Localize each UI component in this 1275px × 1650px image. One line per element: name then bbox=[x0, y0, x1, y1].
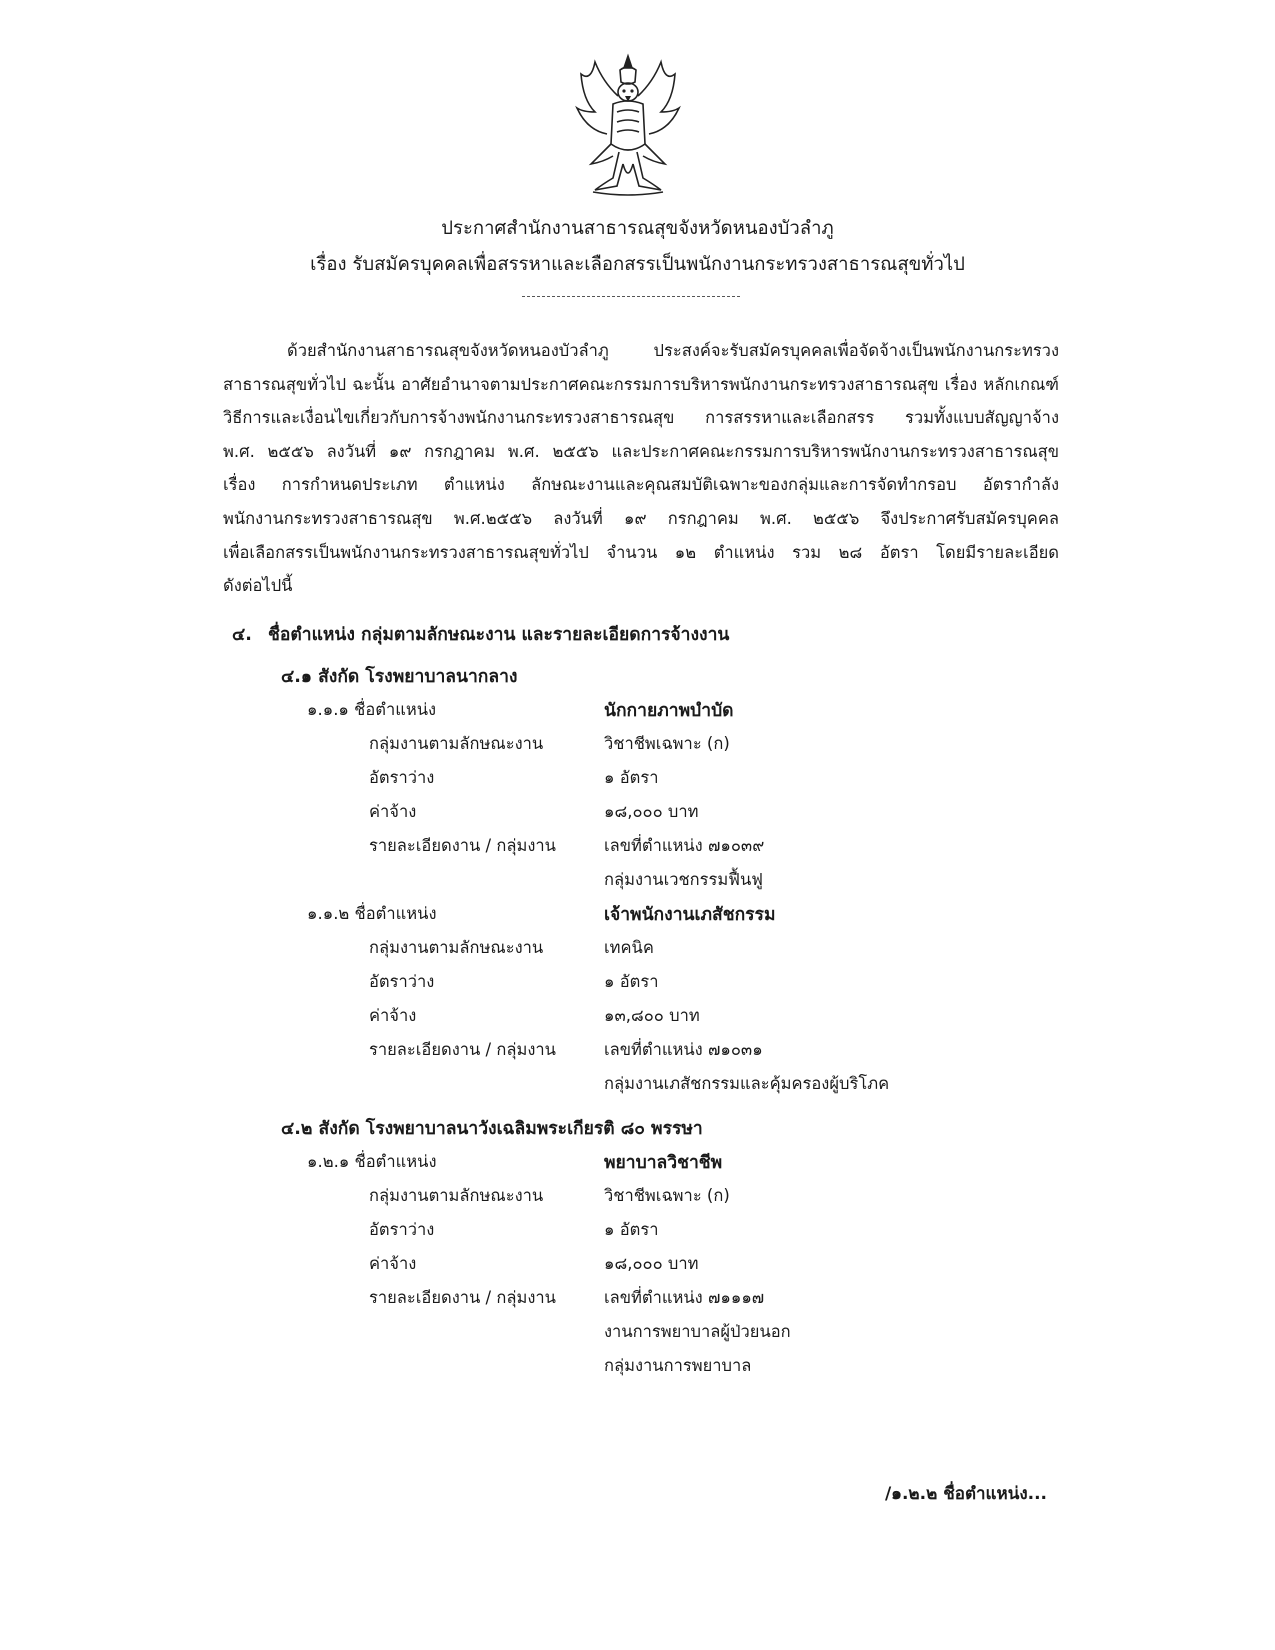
row-value: ๑ อัตรา bbox=[604, 768, 659, 787]
section-title: ชื่อตำแหน่ง กลุ่มตามลักษณะงาน และรายละเอียดการจ้างงาน bbox=[268, 625, 730, 645]
section-number: ๔. bbox=[232, 625, 252, 645]
announcement-subject: เรื่อง รับสมัครบุคคลเพื่อสรรหาและเลือกสรรเป็นพนักงานกระทรวงสาธารณสุขทั่วไป bbox=[310, 254, 965, 275]
intro-paragraph bbox=[223, 334, 1059, 603]
position-number: ๑.๒.๑ ชื่อตำแหน่ง bbox=[307, 1152, 437, 1171]
unit-heading: ๔.๒ สังกัด โรงพยาบาลนาวังเฉลิมพระเกียรติ ๘๐ พรรษา bbox=[281, 1119, 703, 1139]
intro-line: เพื่อเลือกสรรเป็นพนักงานกระทรวงสาธารณสุขทั่วไป จำนวน ๑๒ ตำแหน่ง รวม ๒๘ อัตรา โดยมีรายละเอียด bbox=[223, 542, 1059, 562]
row-extra: กลุ่มงานเวชกรรมฟื้นฟู bbox=[604, 870, 763, 889]
row-label: ค่าจ้าง bbox=[369, 1254, 417, 1273]
title-divider bbox=[522, 296, 740, 297]
row-value: เลขที่ตำแหน่ง ๗๑๐๓๑ bbox=[604, 1040, 763, 1059]
unit-heading: ๔.๑ สังกัด โรงพยาบาลนากลาง bbox=[281, 667, 518, 687]
continuation-note: /๑.๒.๒ ชื่อตำแหน่ง... bbox=[884, 1484, 1047, 1504]
row-label: อัตราว่าง bbox=[369, 972, 435, 991]
section-heading bbox=[232, 620, 729, 648]
intro-line: สาธารณสุขทั่วไป ฉะนั้น อาศัยอำนาจตามประกาศคณะกรรมการบริหารพนักงานกระทรวงสาธารณสุข เรื่อง หลักเกณฑ์ bbox=[223, 374, 1059, 394]
position-title: นักกายภาพบำบัด bbox=[604, 701, 734, 721]
row-value: เลขที่ตำแหน่ง ๗๑๑๑๗ bbox=[604, 1288, 765, 1307]
row-value: วิชาชีพเฉพาะ (ก) bbox=[604, 734, 730, 753]
row-value: ๑๘,๐๐๐ บาท bbox=[604, 802, 699, 821]
row-value: ๑ อัตรา bbox=[604, 1220, 659, 1239]
row-extra: กลุ่มงานเภสัชกรรมและคุ้มครองผู้บริโภค bbox=[604, 1074, 890, 1093]
row-value: เทคนิค bbox=[604, 938, 654, 957]
row-label: รายละเอียดงาน / กลุ่มงาน bbox=[369, 1288, 556, 1307]
announcement-title: ประกาศสำนักงานสาธารณสุขจังหวัดหนองบัวลำภู bbox=[441, 218, 834, 239]
row-extra: กลุ่มงานการพยาบาล bbox=[604, 1356, 752, 1375]
intro-line: พ.ศ. ๒๕๕๖ ลงวันที่ ๑๙ กรกฎาคม พ.ศ. ๒๕๕๖ และประกาศคณะกรรมการบริหารพนักงานกระทรวงสาธารณสุข bbox=[223, 441, 1059, 461]
row-label: กลุ่มงานตามลักษณะงาน bbox=[369, 734, 544, 753]
row-label: รายละเอียดงาน / กลุ่มงาน bbox=[369, 1040, 556, 1059]
row-extra: งานการพยาบาลผู้ป่วยนอก bbox=[604, 1322, 791, 1341]
position-title: พยาบาลวิชาชีพ bbox=[604, 1153, 723, 1173]
row-label: ค่าจ้าง bbox=[369, 1006, 417, 1025]
row-value: ๑ อัตรา bbox=[604, 972, 659, 991]
garuda-emblem bbox=[573, 52, 683, 200]
row-label: อัตราว่าง bbox=[369, 1220, 435, 1239]
intro-line: เรื่อง การกำหนดประเภท ตำแหน่ง ลักษณะงานและคุณสมบัติเฉพาะของกลุ่มและการจัดทำกรอบ อัตรากำลัง bbox=[223, 475, 1059, 495]
intro-line: ด้วยสำนักงานสาธารณสุขจังหวัดหนองบัวลำภู ประสงค์จะรับสมัครบุคคลเพื่อจัดจ้างเป็นพนักงานกระทรวง bbox=[287, 341, 1059, 360]
row-value: ๑๘,๐๐๐ บาท bbox=[604, 1254, 699, 1273]
intro-line: วิธีการและเงื่อนไขเกี่ยวกับการจ้างพนักงานกระทรวงสาธารณสุข การสรรหาและเลือกสรร รวมทั้งแบบสัญญาจ้าง bbox=[223, 408, 1059, 428]
position-number: ๑.๑.๑ ชื่อตำแหน่ง bbox=[307, 700, 437, 719]
intro-line: ดังต่อไปนี้ bbox=[223, 576, 293, 596]
row-label: กลุ่มงานตามลักษณะงาน bbox=[369, 938, 544, 957]
position-title: เจ้าพนักงานเภสัชกรรม bbox=[604, 905, 776, 925]
row-value: วิชาชีพเฉพาะ (ก) bbox=[604, 1186, 730, 1205]
row-label: ค่าจ้าง bbox=[369, 802, 417, 821]
row-value: ๑๓,๘๐๐ บาท bbox=[604, 1006, 700, 1025]
row-label: กลุ่มงานตามลักษณะงาน bbox=[369, 1186, 544, 1205]
row-value: เลขที่ตำแหน่ง ๗๑๐๓๙ bbox=[604, 836, 765, 855]
row-label: อัตราว่าง bbox=[369, 768, 435, 787]
intro-line: พนักงานกระทรวงสาธารณสุข พ.ศ.๒๕๕๖ ลงวันที่ ๑๙ กรกฎาคม พ.ศ. ๒๕๕๖ จึงประกาศรับสมัครบุคคล bbox=[223, 508, 1059, 528]
row-label: รายละเอียดงาน / กลุ่มงาน bbox=[369, 836, 556, 855]
position-number: ๑.๑.๒ ชื่อตำแหน่ง bbox=[307, 904, 437, 923]
